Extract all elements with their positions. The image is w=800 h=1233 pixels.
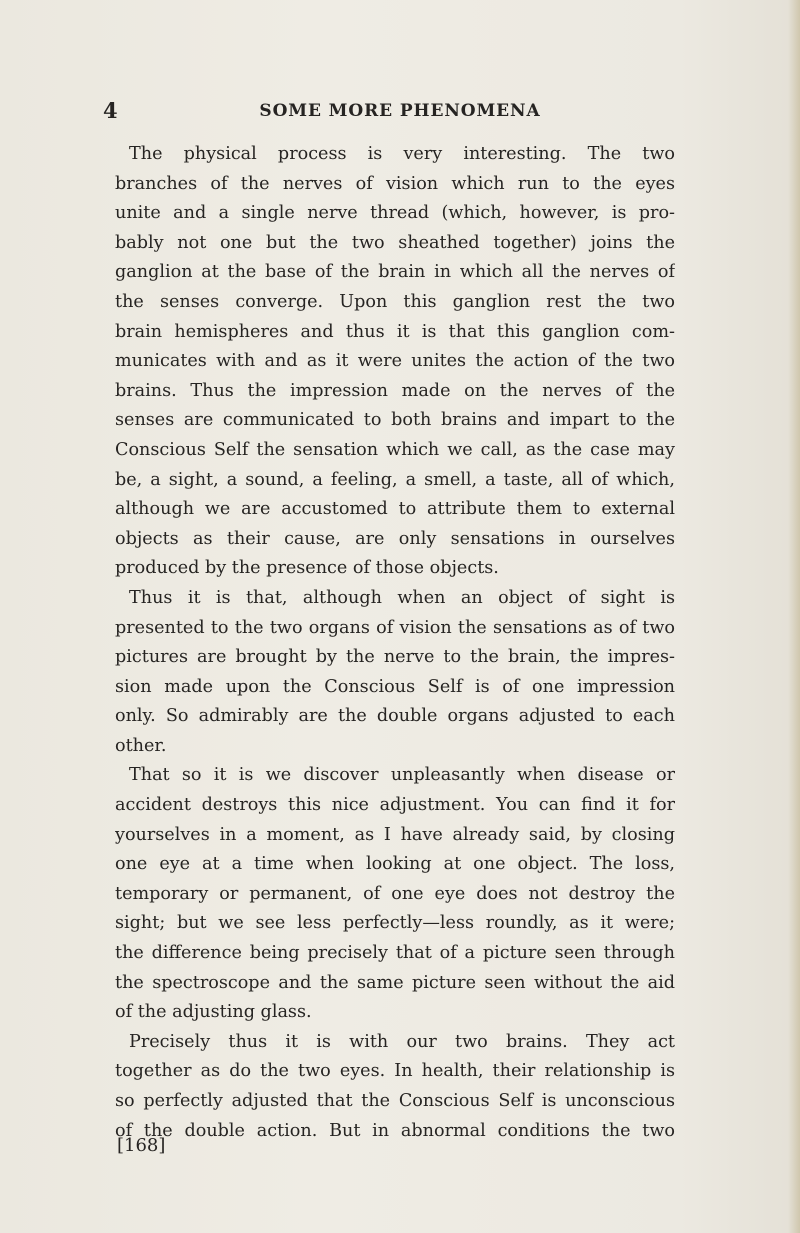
page-header — [0, 98, 800, 124]
text-line-paragraph-start: The physical process is very interesting. The two — [129, 144, 675, 164]
text-line: objects as their cause, are only sensations in ourselves — [115, 528, 675, 549]
text-line: sion made upon the Conscious Self is of one impression — [115, 676, 675, 697]
text-line: brain hemispheres and thus it is that this ganglion com- — [115, 321, 675, 342]
text-line: the senses converge. Upon this ganglion rest the two — [115, 291, 675, 312]
text-line: although we are accustomed to attribute them to external — [115, 499, 675, 520]
text-line: bably not one but the two sheathed together) joins the — [115, 232, 675, 253]
text-line: be, a sight, a sound, a feeling, a smell, a taste, all of which, — [115, 469, 675, 490]
text-line-paragraph-start: Precisely thus it is with our two brains. They act — [129, 1031, 675, 1052]
running-head: SOME MORE PHENOMENA — [259, 101, 541, 121]
text-line: the spectroscope and the same picture seen without the aid — [115, 972, 675, 993]
text-line: together as do the two eyes. In health, their relationship is — [115, 1061, 675, 1082]
page-number: [168] — [117, 1135, 166, 1156]
text-line: so perfectly adjusted that the Conscious Self is unconscious — [115, 1091, 675, 1111]
text-line: yourselves in a moment, as I have already said, by closing — [115, 824, 675, 845]
text-line: sight; but we see less perfectly—less roundly, as it were; — [115, 913, 675, 934]
text-line: senses are communicated to both brains and impart to the — [115, 410, 675, 431]
text-line: the difference being precisely that of a picture seen through — [115, 943, 675, 964]
text-line-paragraph-end: other. — [115, 735, 167, 756]
text-line: ganglion at the base of the brain in which all the nerves of — [115, 262, 675, 283]
text-line-paragraph-start: That so it is we discover unpleasantly when disease or — [129, 765, 675, 786]
text-line: temporary or permanent, of one eye does not destroy the — [115, 883, 675, 904]
text-line: only. So admirably are the double organs adjusted to each — [115, 706, 675, 727]
body-text — [115, 140, 675, 1146]
text-line: brains. Thus the impression made on the nerves of the — [115, 380, 675, 401]
text-line-paragraph-end: of the adjusting glass. — [115, 1002, 312, 1023]
text-line: accident destroys this nice adjustment. You can find it for — [115, 795, 675, 816]
text-line: municates with and as it were unites the action of the two — [115, 351, 675, 372]
text-line: presented to the two organs of vision the sensations as of two — [115, 617, 675, 638]
text-line: branches of the nerves of vision which run to the eyes — [115, 173, 675, 194]
page-edge-shadow — [788, 0, 800, 1233]
text-line: of the double action. But in abnormal conditions the two — [115, 1120, 675, 1141]
text-line: Conscious Self the sensation which we call, as the case may — [115, 439, 675, 460]
text-line-paragraph-end: produced by the presence of those objects. — [115, 558, 499, 579]
text-line-paragraph-start: Thus it is that, although when an object of sight is — [129, 587, 675, 608]
text-line: unite and a single nerve thread (which, however, is pro- — [115, 203, 675, 224]
text-line: pictures are brought by the nerve to the brain, the impres- — [115, 647, 675, 668]
text-line: one eye at a time when looking at one object. The loss, — [115, 854, 675, 875]
folio-number: 4 — [103, 98, 118, 123]
